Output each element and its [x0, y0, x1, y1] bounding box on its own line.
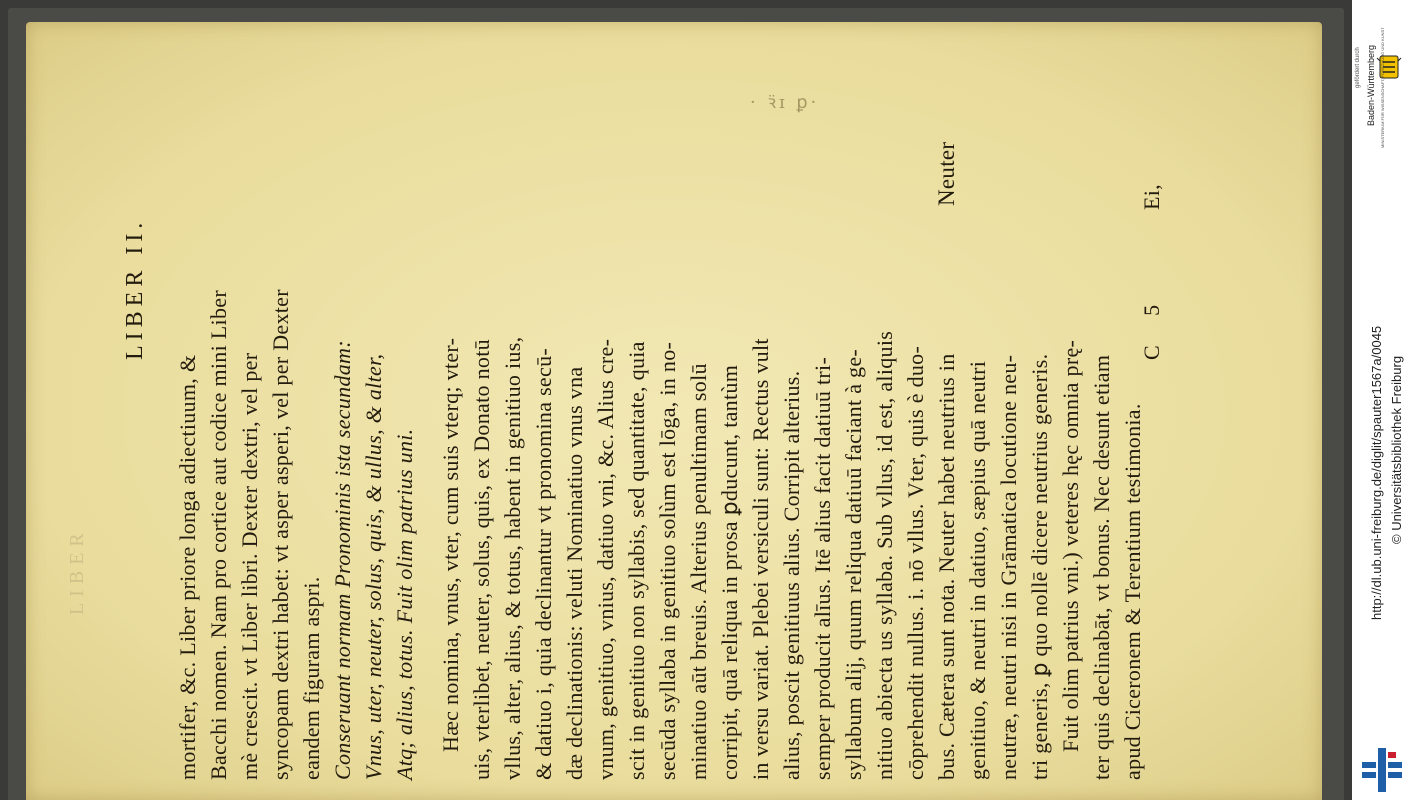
text-line: Hæc nomina, vnus, vter, cum suis vterq; vter- — [438, 337, 463, 752]
verse-line: Vnus, uter, neuter, solus, quis, & ullus, & alter, — [361, 353, 386, 780]
text-line: genitiuo, & neutri in datiuo, sæpius quā neutri — [965, 360, 990, 780]
text-line: & datiuo i, quia declinantur vt pronomina secū- — [531, 348, 556, 780]
text-line: eandem figuram aspri. — [299, 576, 324, 780]
text-line: Fuit olim patrius vni.) veteres hęc omnia prę- — [1058, 339, 1083, 752]
text-line: uis, vterlibet, neuter, solus, quis, ex Donato notū — [469, 339, 494, 780]
text-line: vllus, alter, alius, & totus, habent in genitiuo ius, — [500, 336, 525, 780]
marginal-catchword: Neuter — [934, 141, 959, 206]
text-line: alius, poscit genitiuus alius. Corripit alterius. — [779, 370, 804, 780]
bleed-through-text: LIBER — [66, 527, 88, 615]
text-line: nitiuo abiecta us syllaba. Sub vllus, id est, aliquis — [872, 330, 897, 780]
text-line: Bacchi nomen. Nam pro cortice aut codice mini Liber — [206, 290, 231, 780]
text-line: minatiuo aūt breuis. Alterius penultimam solū — [686, 363, 711, 780]
text-line: vnum, genitiuo, vnius, datiuo vni, &c. Alius cre- — [593, 338, 618, 780]
coat-of-arms-icon — [1374, 52, 1404, 82]
catchword: Ei, — [1139, 184, 1164, 210]
text-line: tri generis, ꝑ quo nollē dicere neutrius generis. — [1027, 353, 1052, 780]
signature-mark: C 5 — [1139, 292, 1164, 360]
copyright-notice: © Universitätsbibliothek Freiburg — [1389, 355, 1404, 544]
text-line: cōprehendit nullus. i. nō vllus. Vter, quis è duo- — [903, 345, 928, 780]
logo-funded-by-text: gefördert durch — [1355, 47, 1361, 88]
text-line: mortifer, &c. Liber priore longa adiectiuum, & — [175, 354, 200, 780]
text-line: dæ declinationis: veluti Nominatiuo vnus vna — [562, 366, 587, 780]
text-line: neutræ, neutri nisi in Grāmatica locutione neu- — [996, 354, 1021, 780]
text-line: in versu variat. Plebei versiculi sunt: Rectus vult — [748, 338, 773, 780]
text-line: corripit, quā reliqua in prosa ꝑducunt, tantùm — [717, 364, 742, 780]
rotated-text-block — [120, 141, 1164, 780]
permalink-url[interactable]: http://dl.ub.uni-freiburg.de/diglit/spauter1567a/0045 — [1369, 325, 1384, 620]
stray-ink-mark: · ꝛ̈ɪ ꝑ· — [750, 92, 820, 113]
text-line: apud Ciceronem & Terentium testimonia. — [1120, 403, 1145, 780]
verse-line: Atq; alius, totus. Fuit olim patrius uni. — [392, 428, 417, 780]
running-header: LIBER II. — [122, 217, 148, 360]
text-line: semper producit alīus. Itē alius facit datiuū tri- — [810, 356, 835, 780]
text-line: syllabum alij, quum reliqua datiuū faciant à ge- — [841, 348, 866, 780]
text-line: ter quis declinabāt, vt bonus. Nec desunt etiam — [1089, 354, 1114, 780]
ub-freiburg-logo-icon[interactable] — [1360, 748, 1404, 792]
baden-wuerttemberg-logo[interactable] — [1352, 0, 1409, 160]
text-line: mè crescit. vt Liber libri. Dexter dextri, vel per — [237, 352, 262, 780]
logo-state-name: Baden-Württemberg — [1366, 44, 1376, 126]
logo-ministry-text: MINISTERIUM FÜR WISSENSCHAFT, FORSCHUNG UND KUNST — [1380, 27, 1385, 148]
text-line: syncopam dextri habet: vt asper asperi, vel per Dexter — [268, 289, 293, 780]
text-line: scit in genitiuo non syllabis, sed quantitate, quia — [624, 341, 649, 780]
text-line: bus. Cætera sunt nota. Neuter habet neutrius in — [934, 353, 959, 780]
text-line: secūda syllaba in genitiuo solùm est lōga, in no- — [655, 341, 680, 780]
verse-line: Conseruant normam Pronominis ista secundam: — [330, 340, 355, 780]
